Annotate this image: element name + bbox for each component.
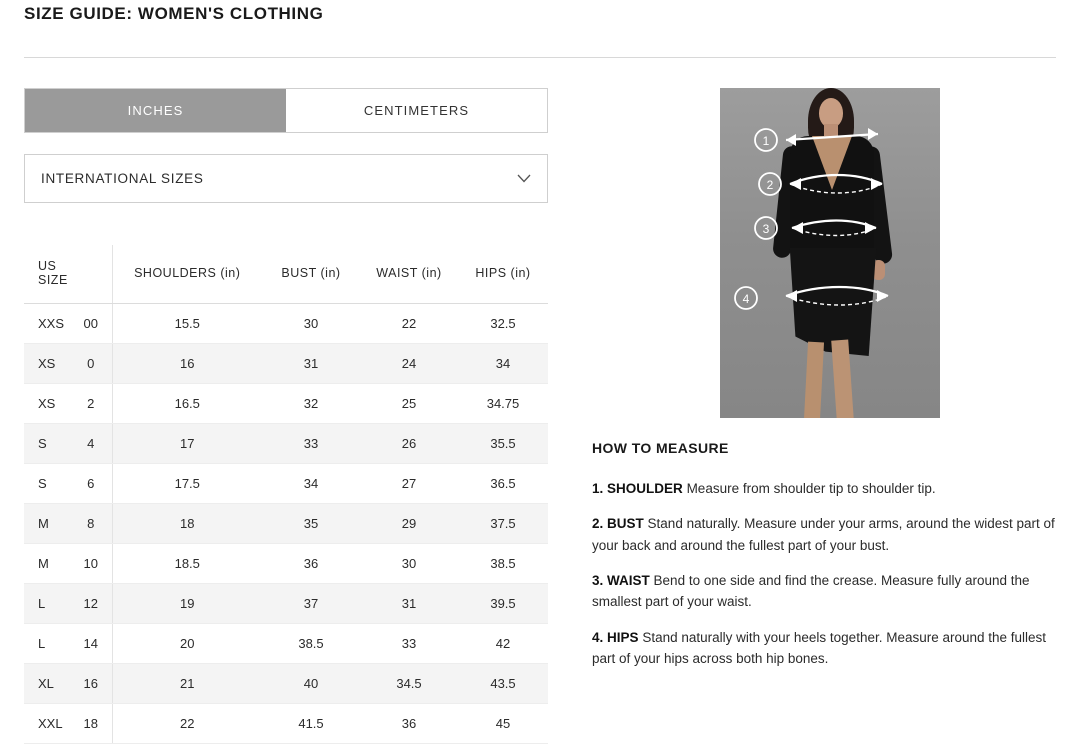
cell-shoulders: 16 [112, 344, 262, 384]
cell-waist: 26 [360, 424, 458, 464]
cell-waist: 29 [360, 504, 458, 544]
cell-hips: 45 [458, 704, 548, 744]
cell-numeric-size: 6 [70, 464, 112, 504]
cell-numeric-size: 10 [70, 544, 112, 584]
cell-shoulders: 22 [112, 704, 262, 744]
header-divider [24, 57, 1056, 58]
cell-bust: 36 [262, 544, 360, 584]
measure-step-term: WAIST [607, 572, 650, 588]
measure-step-term: SHOULDER [607, 481, 683, 496]
cell-us-size: XS [24, 384, 70, 424]
svg-text:4: 4 [742, 292, 750, 306]
cell-us-size: L [24, 584, 70, 624]
svg-text:1: 1 [762, 134, 770, 148]
cell-hips: 34 [458, 344, 548, 384]
tab-centimeters[interactable]: CENTIMETERS [286, 89, 547, 132]
table-row [24, 384, 548, 424]
cell-numeric-size: 18 [70, 704, 112, 744]
cell-numeric-size: 0 [70, 344, 112, 384]
table-row [24, 704, 548, 744]
waist-measure-arrow [792, 221, 876, 236]
cell-waist: 22 [360, 304, 458, 344]
cell-numeric-size: 12 [70, 584, 112, 624]
cell-hips: 36.5 [458, 464, 548, 504]
measure-step-text: Measure from shoulder tip to shoulder tip. [686, 481, 936, 496]
cell-hips: 39.5 [458, 584, 548, 624]
cell-waist: 31 [360, 584, 458, 624]
size-system-select[interactable] [24, 154, 548, 203]
measurement-arrows-overlay [720, 88, 940, 418]
cell-us-size: XS [24, 344, 70, 384]
table-row [24, 464, 548, 504]
svg-text:3: 3 [762, 222, 770, 236]
column-header-shoulders: SHOULDERS (in) [112, 245, 262, 304]
cell-bust: 31 [262, 344, 360, 384]
how-to-measure-title: HOW TO MEASURE [592, 440, 729, 456]
chevron-down-icon [517, 172, 531, 185]
cell-numeric-size: 4 [70, 424, 112, 464]
column-header-hips: HIPS (in) [458, 245, 548, 304]
column-header-waist: WAIST (in) [360, 245, 458, 304]
size-chart-table [24, 245, 548, 744]
how-to-measure-item [592, 570, 1062, 613]
measure-step-term: HIPS [607, 629, 639, 645]
cell-shoulders: 16.5 [112, 384, 262, 424]
cell-numeric-size: 00 [70, 304, 112, 344]
cell-us-size: S [24, 464, 70, 504]
cell-numeric-size: 8 [70, 504, 112, 544]
cell-us-size: XXS [24, 304, 70, 344]
cell-bust: 32 [262, 384, 360, 424]
table-row [24, 504, 548, 544]
cell-bust: 35 [262, 504, 360, 544]
how-to-measure-item [592, 513, 1062, 556]
table-row [24, 544, 548, 584]
page-title: SIZE GUIDE: WOMEN'S CLOTHING [24, 4, 324, 23]
table-row [24, 424, 548, 464]
cell-waist: 36 [360, 704, 458, 744]
cell-hips: 37.5 [458, 504, 548, 544]
cell-numeric-size: 14 [70, 624, 112, 664]
measurement-figure [720, 88, 940, 418]
cell-waist: 30 [360, 544, 458, 584]
size-system-value: INTERNATIONAL SIZES [41, 171, 204, 186]
cell-waist: 24 [360, 344, 458, 384]
cell-us-size: XL [24, 664, 70, 704]
cell-waist: 25 [360, 384, 458, 424]
table-row [24, 584, 548, 624]
cell-hips: 38.5 [458, 544, 548, 584]
measure-step-term: BUST [607, 516, 644, 532]
cell-hips: 32.5 [458, 304, 548, 344]
cell-us-size: XXL [24, 704, 70, 744]
cell-hips: 42 [458, 624, 548, 664]
cell-bust: 40 [262, 664, 360, 704]
cell-waist: 27 [360, 464, 458, 504]
hips-measure-arrow [786, 287, 888, 305]
column-header-bust: BUST (in) [262, 245, 360, 304]
cell-us-size: S [24, 424, 70, 464]
measure-step-number: 1. [592, 481, 604, 496]
cell-bust: 38.5 [262, 624, 360, 664]
column-header-numeric-size [70, 245, 112, 304]
measure-step-number: 4. [592, 629, 604, 645]
table-row [24, 624, 548, 664]
cell-bust: 34 [262, 464, 360, 504]
table-row [24, 304, 548, 344]
cell-waist: 34.5 [360, 664, 458, 704]
cell-shoulders: 20 [112, 624, 262, 664]
table-row [24, 344, 548, 384]
measure-step-text: Stand naturally. Measure under your arms, around the widest part of your back and around the fullest part of your bust. [592, 516, 1055, 553]
column-header-us-size: US SIZE [24, 245, 70, 304]
measure-step-text: Bend to one side and find the crease. Measure fully around the smallest part of your waist. [592, 572, 1030, 610]
table-row [24, 664, 548, 704]
cell-shoulders: 15.5 [112, 304, 262, 344]
cell-shoulders: 17 [112, 424, 262, 464]
table-header [24, 245, 548, 304]
cell-shoulders: 17.5 [112, 464, 262, 504]
measure-step-text: Stand naturally with your heels together. Measure around the fullest part of your hips across both hip bones. [592, 629, 1047, 666]
table-header-row [24, 245, 548, 304]
cell-hips: 35.5 [458, 424, 548, 464]
cell-hips: 43.5 [458, 664, 548, 704]
measure-step-number: 3. [592, 572, 604, 588]
measure-step-number: 2. [592, 516, 604, 532]
cell-us-size: L [24, 624, 70, 664]
table-body [24, 304, 548, 744]
tab-inches[interactable]: INCHES [25, 89, 286, 132]
cell-shoulders: 18.5 [112, 544, 262, 584]
cell-waist: 33 [360, 624, 458, 664]
cell-bust: 37 [262, 584, 360, 624]
svg-text:2: 2 [766, 178, 774, 192]
cell-hips: 34.75 [458, 384, 548, 424]
cell-shoulders: 19 [112, 584, 262, 624]
cell-bust: 41.5 [262, 704, 360, 744]
shoulder-measure-arrow [786, 128, 878, 146]
cell-shoulders: 21 [112, 664, 262, 704]
cell-bust: 30 [262, 304, 360, 344]
cell-bust: 33 [262, 424, 360, 464]
how-to-measure-list [592, 478, 1062, 683]
cell-shoulders: 18 [112, 504, 262, 544]
unit-toggle [24, 88, 548, 133]
bust-measure-arrow [790, 175, 882, 193]
how-to-measure-item [592, 627, 1062, 670]
how-to-measure-item [592, 478, 1062, 499]
cell-numeric-size: 2 [70, 384, 112, 424]
cell-us-size: M [24, 504, 70, 544]
cell-numeric-size: 16 [70, 664, 112, 704]
cell-us-size: M [24, 544, 70, 584]
